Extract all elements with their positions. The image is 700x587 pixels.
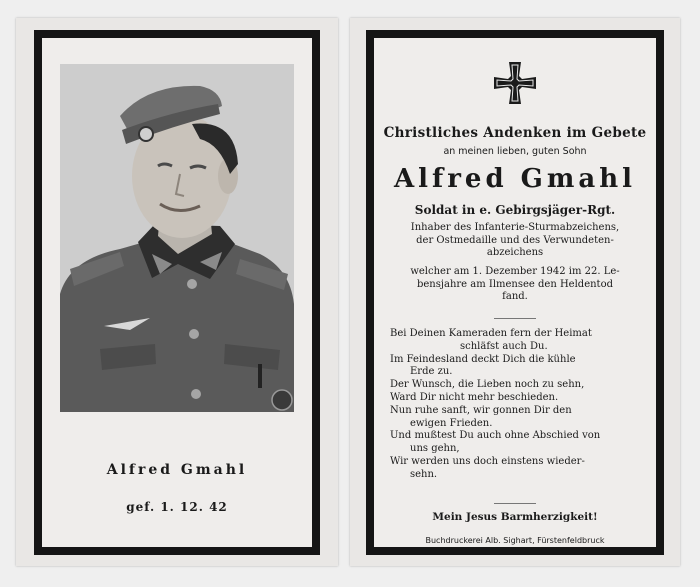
closing-prayer: Mein Jesus Barmherzigkeit! [432,511,598,523]
poem-line: Und mußtest Du auch ohne Abschied von [390,430,601,442]
left-mourning-border [34,30,320,555]
deceased-name: Alfred Gmahl [393,164,637,194]
deceased-rank: Soldat in e. Gebirgsjäger-Rgt. [414,203,616,217]
poem-line: Der Wunsch, die Lieben noch zu sehn, [390,379,585,391]
memorial-heading: Christliches Andenken im Gebete [383,125,647,141]
soldier-portrait [60,64,294,412]
poem-line: Im Feindesland deckt Dich die kühle [390,353,576,365]
honors-text: Inhaber des Infanterie-Sturmabzeichens, der Ostmedaille und des Verwundeten- abzeichens [410,222,620,258]
left-card [16,18,338,566]
poem-line: schläfst auch Du. [460,340,548,352]
poem-line: Wir werden uns doch einstens wieder- [390,455,585,467]
death-text: welcher am 1. Dezember 1942 im 22. Le- bensjahre am Ilmensee den Heldentod fand. [410,266,620,302]
iron-cross-icon [492,60,538,106]
left-name: Alfred Gmahl [106,462,248,478]
poem-line: Ward Dir nicht mehr beschieden. [390,391,559,403]
poem-line: Bei Deinen Kameraden fern der Heimat [390,328,592,339]
left-death-date: gef. 1. 12. 42 [126,500,228,514]
printer-credit: Buchdruckerei Alb. Sighart, Fürstenfeldbruck [425,536,605,545]
divider [494,318,536,319]
divider [494,503,536,504]
poem-line: Erde zu. [410,366,453,378]
right-mourning-border [366,30,664,555]
poem-line: ewigen Frieden. [410,417,493,429]
poem-line: Nun ruhe sanft, wir gonnen Dir den [390,404,572,416]
poem-line: uns gehn, [410,443,460,455]
memorial-poem [390,328,642,482]
right-card [350,18,680,566]
poem-line: sehn. [410,468,438,480]
memorial-subheading: an meinen lieben, guten Sohn [443,146,587,157]
